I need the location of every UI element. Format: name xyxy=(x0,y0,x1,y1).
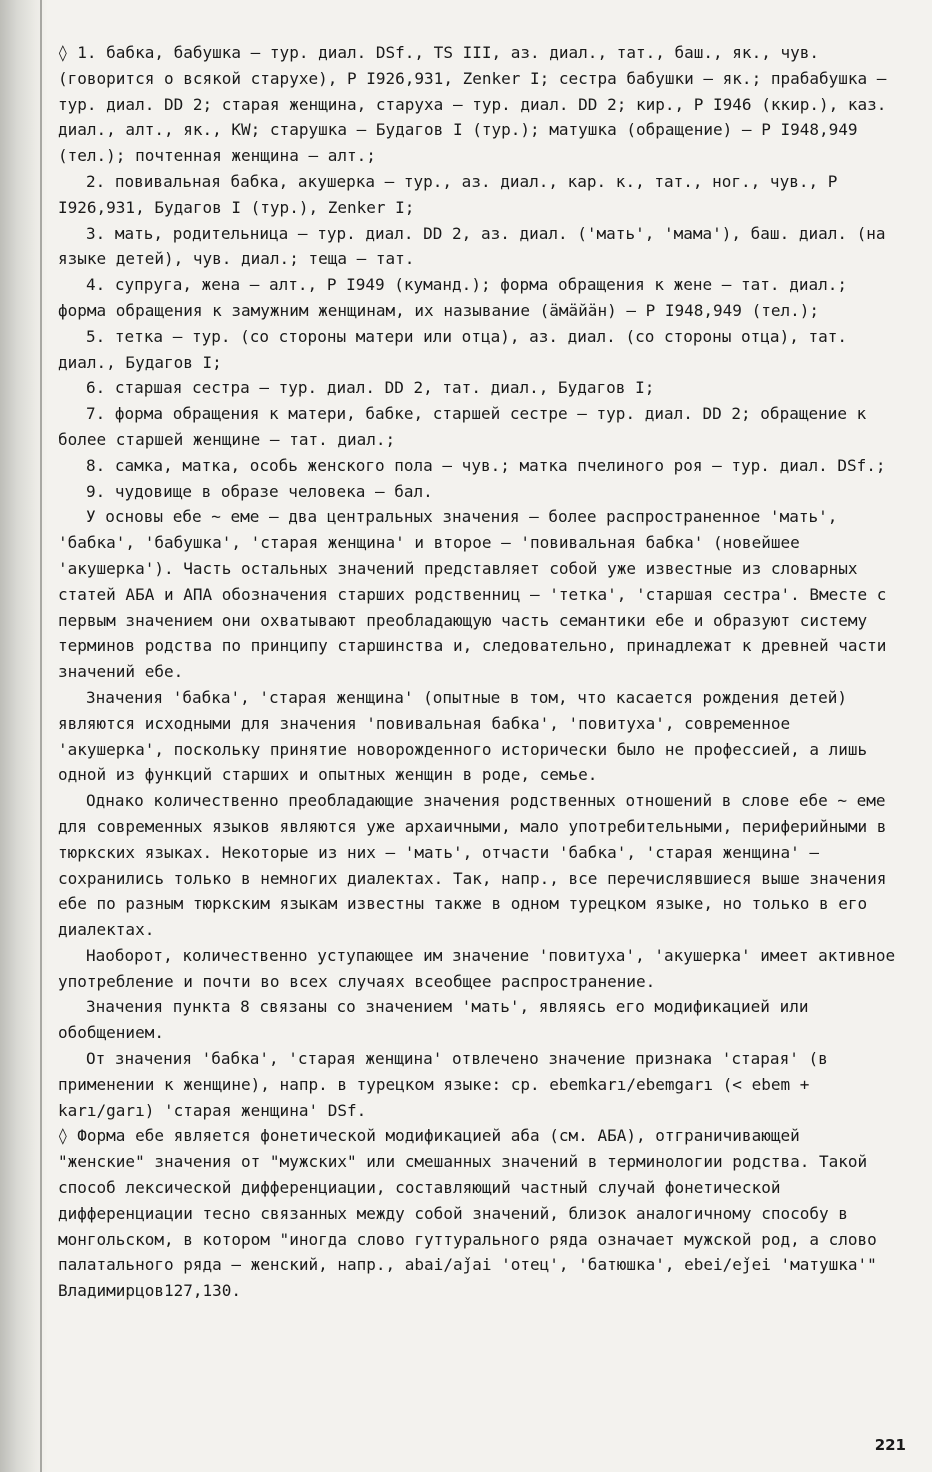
paragraph-2: 2. повивальная бабка, акушерка – тур., аз. диал., кар. к., тат., ног., чув., Р I926,931, Будагов I (тур.), Zenker I; xyxy=(58,171,847,217)
paragraph-11: Значения 'бабка', 'старая женщина' (опытные в том, что касается рождения детей) являются исходными для значения 'повивальная бабка', 'повитуха', современное 'акушерка', поскольку принятие новорожденного исторически было не профессией, а лишь одной из функций старших и опытных женщин в роде, семье. xyxy=(58,687,877,785)
paragraph-7: 7. форма обращения к матери, бабке, старшей сестре – тур. диал. DD 2; обращение к более старшей женщине – тат. диал.; xyxy=(58,404,876,449)
paragraph-8: 8. самка, матка, особь женского пола – чув.; матка пчелиного роя – тур. диал. DSf.; xyxy=(86,455,886,475)
paragraph-1: ◊ 1. бабка, бабушка – тур. диал. DSf., TS III, аз. диал., тат., баш., як., чув. (говорится о всякой старухе), Р I926,931, Zenker I; сестра бабушки – як.; прабабушка – тур. диал. DD 2; старая женщина, старуха – тур. диал. DD 2; кир., Р I946 (ккир.), каз. диал., алт., як., KW; старушка – Будагов I (тур.); матушка (обращение) – Р I948,949 (тел.); почтенная женщина – алт.; xyxy=(58,43,897,166)
paragraph-15: От значения 'бабка', 'старая женщина' отвлечено значение признака 'старая' (в применении к женщине), напр. в турецком языке: ср. ebemkarı/ebemgarı (< ebem + karı/garı) 'старая женщина' DSf. xyxy=(58,1049,838,1120)
paragraph-5: 5. тетка – тур. (со стороны матери или отца), аз. диал. (со стороны отца), тат. диал., Будагов I; xyxy=(58,326,857,372)
page-number: 221 xyxy=(874,1436,906,1454)
page-text-block xyxy=(58,40,905,1304)
paragraph-6: 6. старшая сестра – тур. диал. DD 2, тат. диал., Будагов I; xyxy=(86,378,655,398)
paragraph-12: Однако количественно преобладающие значения родственных отношений в слове ебе ~ еме для современных языков являются уже архаичными, мало употребительными, периферийными в тюркских языках. Некоторые из них – 'мать', отчасти 'бабка', 'старая женщина' – сохранились только в немногих диалектах. Так, напр., все перечислявшиеся выше значения ебе по разным тюркским языкам известны также в одном турецком языке, но только в его диалектах. xyxy=(58,791,897,940)
paragraph-16: ◊ Форма ебе является фонетической модификацией аба (см. АБА), отграничивающей "женские" значения от "мужских" или смешанных значений в терминологии родства. Такой способ лексической дифференциации, составляющий частный случай фонетической дифференциации тесно связанных между собой значений, близок аналогичному способу в монгольском, в котором "иногда слово гуттурального ряда означает мужской род, а слово палатального ряда – женский, напр., abai/aǰai 'отец', 'батюшка', ebei/eǰei 'матушка'" Владимирцов127,130. xyxy=(58,1126,887,1301)
binding-edge-line xyxy=(40,0,42,1472)
paragraph-14: Значения пункта 8 связаны со значением 'мать', являясь его модификацией или обобщением. xyxy=(58,997,819,1043)
paragraph-9: 9. чудовище в образе человека – бал. xyxy=(86,481,433,501)
paragraph-13: Наоборот, количественно уступающее им значение 'повитуха', 'акушерка' имеет активное употребление и почти во всех случаях всеобщее распространение. xyxy=(58,945,905,991)
paragraph-10: У основы ебе ~ еме – два центральных значения – более распространенное 'мать', 'бабка', 'бабушка', 'старая женщина' и второе – 'повивальная бабка' (новейшее 'акушерка'). Часть остальных значений представляет собой уже известные из словарных статей АБА и АПА обозначения старших родственниц – 'тетка', 'старшая сестра'. Вместе с первым значением они охватывают преобладающую часть семантики ебе и образуют систему терминов родства по принципу старшинства и, следовательно, принадлежат к древней части значений ебе. xyxy=(58,507,897,682)
paragraph-4: 4. супруга, жена – алт., Р I949 (куманд.); форма обращения к жене – тат. диал.; форма обращения к замужним женщинам, их называние (ӓмӓйӓн) – Р I948,949 (тел.); xyxy=(58,275,857,320)
paragraph-3: 3. мать, родительница – тур. диал. DD 2, аз. диал. ('мать', 'мама'), баш. диал. (на языке детей), чув. диал.; теща – тат. xyxy=(58,223,896,269)
